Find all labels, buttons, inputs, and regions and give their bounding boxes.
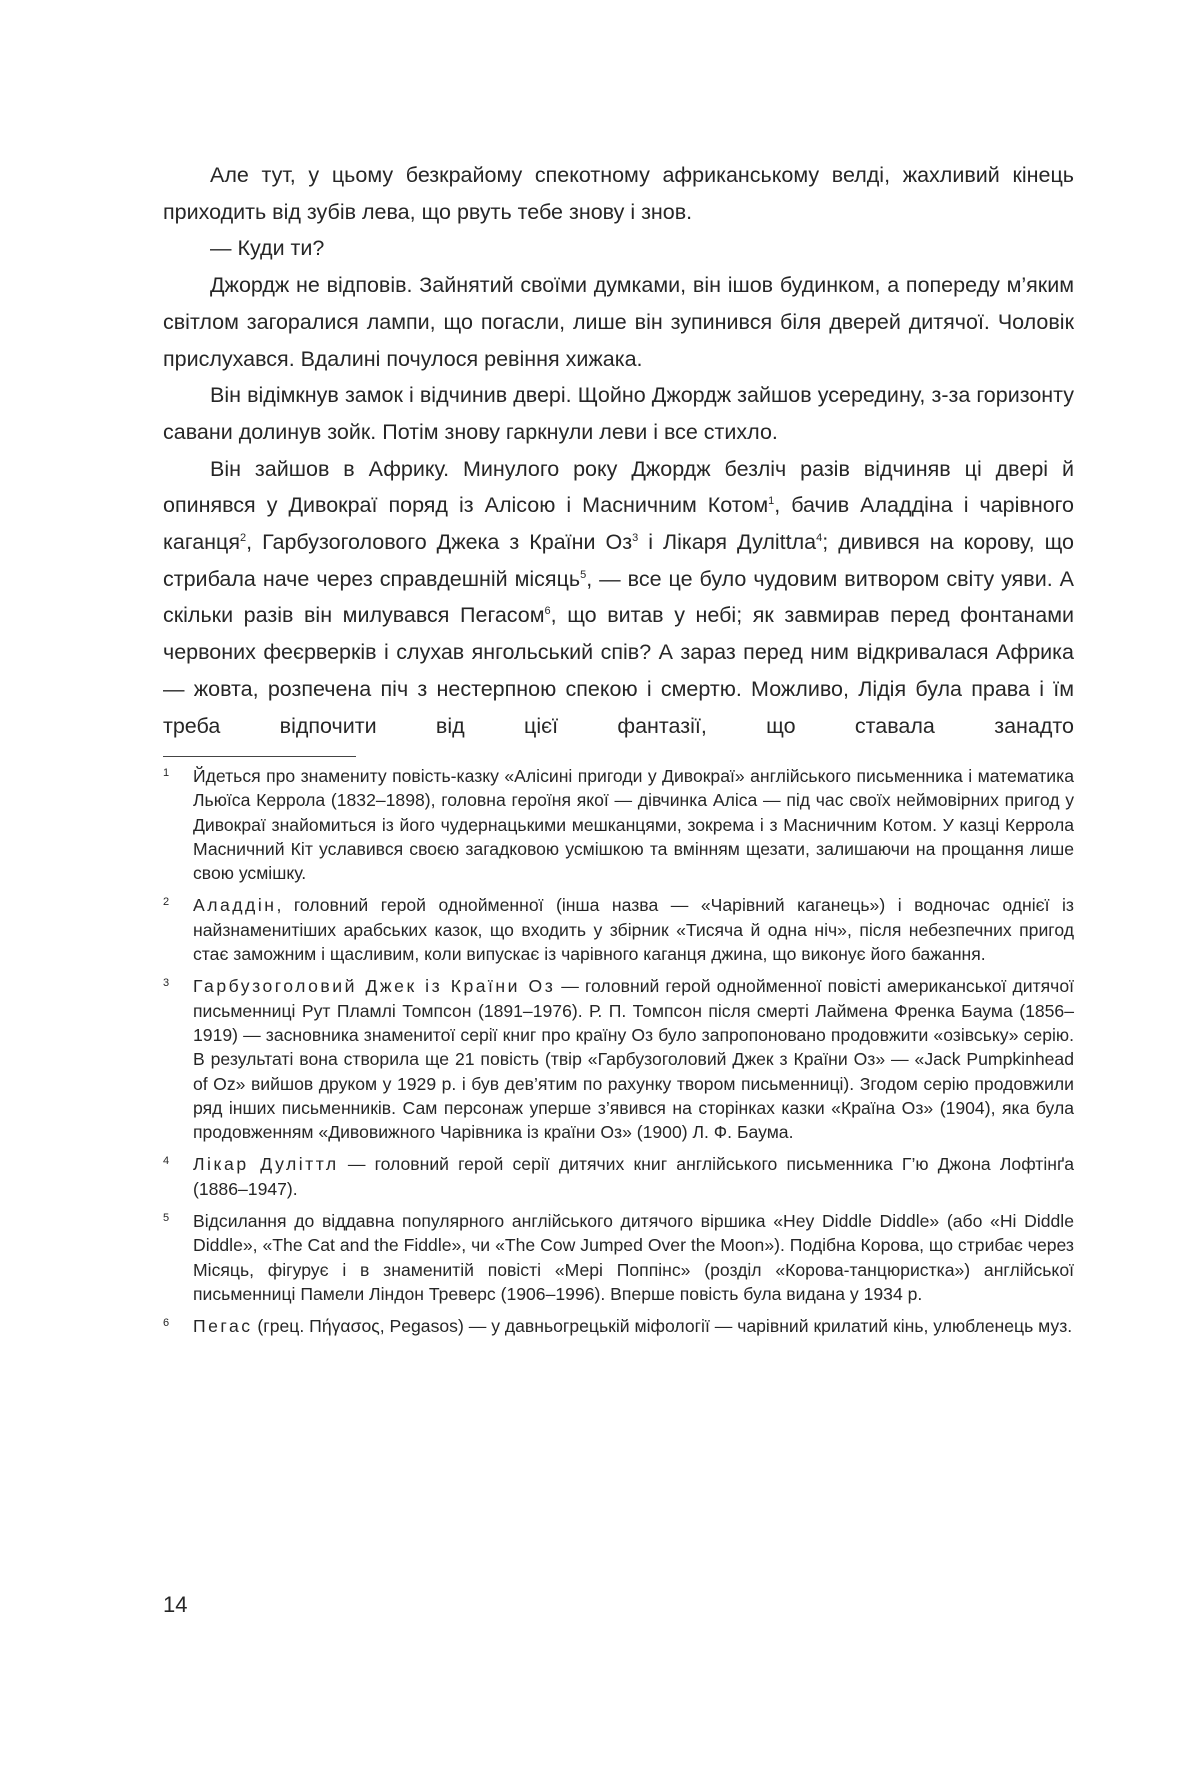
footnote-ref: 6 <box>544 605 551 618</box>
footnote-text <box>193 974 1074 1144</box>
footnote-body: (грец. Πήγασος, Pegasos) — у давньогрецькій міфології — чарівний крилатий кінь, улюбленець муз. <box>252 1316 1073 1337</box>
footnote-number: 5 <box>163 1212 170 1225</box>
footnote <box>163 1314 1074 1338</box>
footnote-number: 1 <box>163 767 170 779</box>
paragraph <box>163 451 1074 745</box>
paragraph-text: Він зайшов в Африку. Минулого року Джордж безліч разів відчиняв ці двері й опинявся у Дивокраї поряд із Алісою і Масничним Котом <box>163 456 1074 518</box>
footnote-lead: Гарбузоголовий Джек із Країни Оз <box>193 976 556 997</box>
footnote-body: , головний герой однойменної (інша назва — «Чарівний каганець») і водночас однієї із найзнаменитіших арабських казок, що входить у збірник «Тисяча й одна ніч», після небезпечних пригод стає заможним і щасливим, коли випускає із чарівного каганця джина, що виконує його бажання. <box>193 895 1074 965</box>
footnote <box>163 1152 1074 1201</box>
paragraph-text: , — все це було чудовим витвором світу уяви. А скільки разів він милувався Пегасом <box>163 566 1075 628</box>
paragraph: Але тут, у цьому безкрайому спекотному африканському велді, жахливий кінець приходить від зубів лева, що рвуть тебе знову і знов. <box>163 163 1074 224</box>
footnote-divider <box>163 756 356 757</box>
footnote-body: Відсилання до віддавна популярного англійського дитячого віршика «Hey Diddle Diddle» (або «Hi Diddle Diddle», «The Cat and the Fiddle», чи «The Cow Jumped Over the Moon»). Подібна Корова, що стрибає через Місяць, фігурує і в знаменитій повісті «Мері Поппінс» (розділ «Корова-танцюристка») англійської письменниці Памели Ліндон Треверс (1906–1996). Вперше повість була видана у 1934 р. <box>193 1211 1074 1304</box>
footnote-lead: Аладдін <box>193 895 277 916</box>
footnote <box>163 974 1074 1144</box>
footnote-ref: 2 <box>240 531 247 544</box>
footnote-ref: 4 <box>816 531 823 544</box>
footnote-body: Йдеться про знамениту повість-казку «Алісині пригоди у Дивокраї» англійського письменника і математика Льюїса Керрола (1832–1898), головна героїня якої — дівчинка Аліса — під час своїх неймовірних пригод у Дивокраї знайомиться із його чудернацькими мешканцями, зокрема і з Масничним Котом. У казці Керрола Масничний Кіт уславився своєю загадковою усмішкою та вмінням щезати, залишаючи на прощання лише свою усмішку. <box>193 766 1074 884</box>
footnote <box>163 1209 1074 1306</box>
footnote-text <box>193 1209 1074 1306</box>
page-number: 14 <box>163 1592 188 1617</box>
paragraph-text: і Лікаря Дулittла <box>638 530 817 555</box>
paragraph-text: , Гарбузоголового Джека з Країни Оз <box>246 530 633 555</box>
paragraph-text: ; дивився на корову, що стрибала наче через справдешній місяць <box>163 530 1075 591</box>
footnote-lead: Лікар Дуліттл <box>193 1154 339 1175</box>
footnotes <box>163 764 1074 1347</box>
footnote-ref: 1 <box>768 495 775 508</box>
footnote-number: 6 <box>163 1317 170 1330</box>
footnote-text <box>193 893 1074 966</box>
footnote-ref: 5 <box>580 568 587 581</box>
footnote-body: — головний герой серії дитячих книг англійського письменника Г’ю Джона Лофтінґа (1886–1947). <box>193 1154 1074 1199</box>
footnote-number: 3 <box>163 977 170 990</box>
footnote-ref: 3 <box>632 531 639 544</box>
footnote-number: 2 <box>163 896 170 909</box>
footnote-text <box>193 1314 1074 1338</box>
main-text <box>163 157 1074 744</box>
footnote-text <box>193 764 1074 885</box>
paragraph: Джордж не відповів. Зайнятий своїми думками, він ішов будинком, а попереду м’яким світлом загоралися лампи, що погасли, лише він зупинився біля дверей дитячої. Чоловік прислухався. Вдалині почулося ревіння хижака. <box>163 273 1074 371</box>
footnote-body: — головний герой однойменної повісті американської дитячої письменниці Рут Пламлі Томпсон (1891–1976). Р. П. Томпсон після смерті Лаймена Френка Баума (1856–1919) — засновника знаменитої серії книг про країну Оз було запропоновано продовжити «озівську» серію. В результаті вона створила ще 21 повість (твір «Гарбузоголовий Джек з Країни Оз» — «Jack Pumpkinhead of Oz» вийшов друком у 1929 р. і був дев’ятим по рахунку твором письменниці). Згодом серію продовжили ряд інших письменників. Сам персонаж уперше з’явився на сторінках казки «Країна Оз» (1904), яка була продовженням «Дивовижного Чарівника із країни Оз» (1900) Л. Ф. Баума. <box>193 976 1075 1143</box>
footnote <box>163 764 1074 885</box>
paragraph-text: , що витав у небі; як завмирав перед фонтанами червоних феєрверків і слухав янгольський спів? А зараз перед ним відкривалася Африка — жовта, розпечена піч з нестерпною спекою і смертю. Можливо, Лідія була права і їм треба відпочити від цієї фантазії, що ставала занадто <box>163 603 1074 738</box>
footnote-text <box>193 1152 1074 1201</box>
footnote <box>163 893 1074 966</box>
paragraph-text: , бачив Аладдіна і чарівного каганця <box>163 493 1074 555</box>
footnote-lead: Пегас <box>193 1316 253 1337</box>
paragraph: Він відімкнув замок і відчинив двері. Щойно Джордж зайшов усередину, з-за горизонту савани долинув зойк. Потім знову гаркнули леви і все стихло. <box>163 383 1074 444</box>
paragraph: — Куди ти? <box>210 236 325 261</box>
footnote-number: 4 <box>163 1155 170 1168</box>
